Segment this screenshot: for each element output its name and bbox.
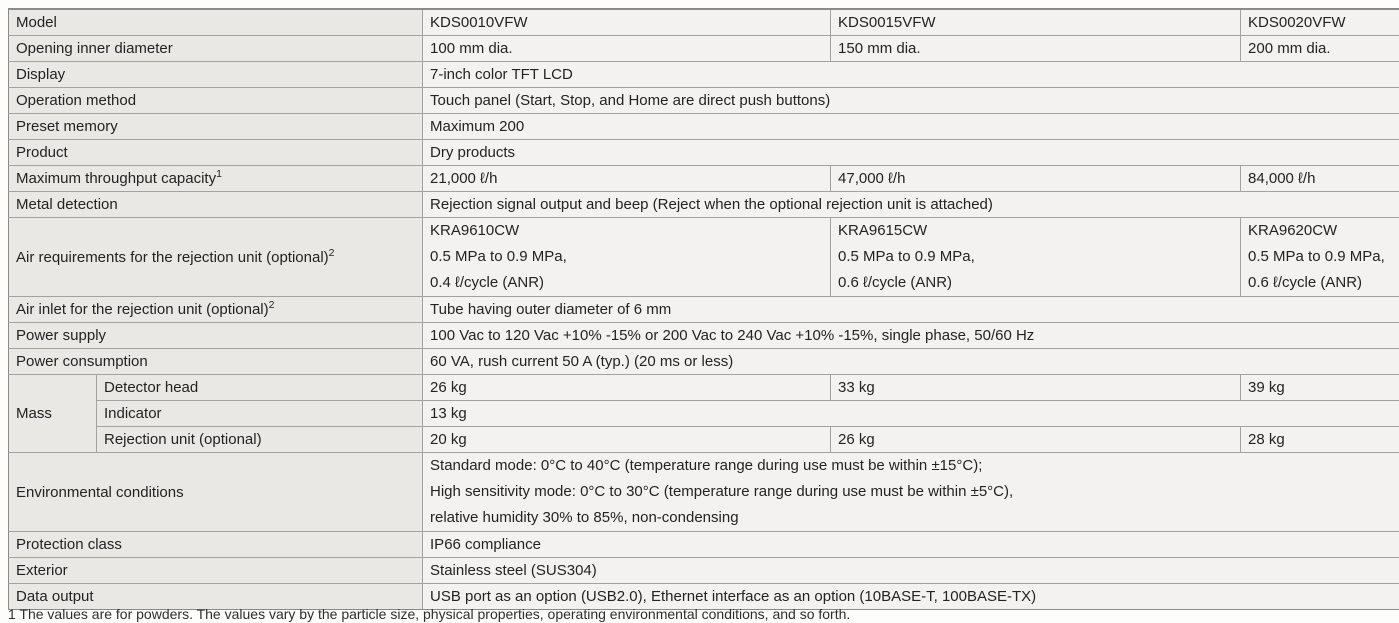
- power-supply-value: 100 Vac to 120 Vac +10% -15% or 200 Vac to 240 Vac +10% -15%, single phase, 50/60 Hz: [423, 323, 1399, 349]
- opening-value-1: 100 mm dia.: [423, 36, 831, 62]
- mass-rejection-unit-value-3: 28 kg: [1241, 427, 1399, 453]
- row-label-operation-method: Operation method: [9, 88, 423, 114]
- row-label-metal-detection: Metal detection: [9, 192, 423, 218]
- spec-row-power-supply: [9, 323, 1399, 349]
- environmental-conditions-value: [423, 453, 1399, 532]
- mass-rejection-unit-value-2: 26 kg: [831, 427, 1241, 453]
- spec-row-environmental-conditions: [9, 453, 1399, 532]
- mass-indicator-value: 13 kg: [423, 401, 1399, 427]
- spec-row-mass-indicator: [9, 401, 1399, 427]
- operation-method-value: Touch panel (Start, Stop, and Home are direct push buttons): [423, 88, 1399, 114]
- throughput-value-3: 84,000 ℓ/h: [1241, 166, 1399, 192]
- environment-line-high-sensitivity-mode: High sensitivity mode: 0°C to 30°C (temperature range during use must be within ±5°C),: [430, 479, 1393, 505]
- row-label-protection-class: Protection class: [9, 532, 423, 558]
- air-requirements-value-2: [831, 218, 1241, 297]
- row-label-model: Model: [9, 9, 423, 36]
- row-label-display: Display: [9, 62, 423, 88]
- air-inlet-label-text: Air inlet for the rejection unit (optional): [16, 301, 269, 318]
- air-requirements-label-text: Air requirements for the rejection unit (optional): [16, 249, 329, 266]
- air-req-1-model: KRA9610CW: [430, 218, 823, 244]
- model-value-2: KDS0015VFW: [831, 9, 1241, 36]
- footnote-marker-2: 2: [329, 247, 335, 259]
- air-req-2-pressure: 0.5 MPa to 0.9 MPa,: [838, 244, 1233, 270]
- air-req-3-consumption: 0.6 ℓ/cycle (ANR): [1248, 270, 1393, 296]
- product-value: Dry products: [423, 140, 1399, 166]
- spec-row-protection-class: [9, 532, 1399, 558]
- spec-row-power-consumption: [9, 349, 1399, 375]
- mass-detector-head-value-2: 33 kg: [831, 375, 1241, 401]
- air-req-2-model: KRA9615CW: [838, 218, 1233, 244]
- row-label-power-supply: Power supply: [9, 323, 423, 349]
- opening-value-2: 150 mm dia.: [831, 36, 1241, 62]
- specification-table-container: [8, 8, 1399, 610]
- specification-table: [8, 8, 1399, 610]
- spec-row-model: [9, 9, 1399, 36]
- row-label-exterior: Exterior: [9, 558, 423, 584]
- air-req-2-consumption: 0.6 ℓ/cycle (ANR): [838, 270, 1233, 296]
- row-label-throughput-capacity: [9, 166, 423, 192]
- row-sublabel-detector-head: Detector head: [97, 375, 423, 401]
- spec-row-throughput-capacity: [9, 166, 1399, 192]
- spec-row-opening-diameter: [9, 36, 1399, 62]
- protection-class-value: IP66 compliance: [423, 532, 1399, 558]
- model-value-3: KDS0020VFW: [1241, 9, 1399, 36]
- spec-row-air-inlet: [9, 297, 1399, 323]
- spec-row-operation-method: [9, 88, 1399, 114]
- environment-line-standard-mode: Standard mode: 0°C to 40°C (temperature range during use must be within ±15°C);: [430, 453, 1393, 479]
- row-label-product: Product: [9, 140, 423, 166]
- mass-rejection-unit-value-1: 20 kg: [423, 427, 831, 453]
- table-footnote-1: 1 The values are for powders. The values vary by the particle size, physical properties, operating environmental conditions, and so forth.: [8, 605, 850, 623]
- mass-detector-head-value-3: 39 kg: [1241, 375, 1399, 401]
- row-label-air-inlet: [9, 297, 423, 323]
- row-label-environmental-conditions: Environmental conditions: [9, 453, 423, 532]
- throughput-label-text: Maximum throughput capacity: [16, 170, 216, 187]
- spec-row-metal-detection: [9, 192, 1399, 218]
- spec-row-exterior: [9, 558, 1399, 584]
- row-label-data-output: Data output: [9, 584, 423, 610]
- model-value-1: KDS0010VFW: [423, 9, 831, 36]
- metal-detection-value: Rejection signal output and beep (Reject when the optional rejection unit is attached): [423, 192, 1399, 218]
- preset-memory-value: Maximum 200: [423, 114, 1399, 140]
- environment-line-humidity: relative humidity 30% to 85%, non-condensing: [430, 505, 1393, 531]
- spec-row-product: [9, 140, 1399, 166]
- row-sublabel-indicator: Indicator: [97, 401, 423, 427]
- row-label-air-requirements: [9, 218, 423, 297]
- air-requirements-value-1: [423, 218, 831, 297]
- spec-row-air-requirements: [9, 218, 1399, 297]
- row-label-mass: Mass: [9, 375, 97, 453]
- display-value: 7-inch color TFT LCD: [423, 62, 1399, 88]
- spec-row-display: [9, 62, 1399, 88]
- spec-row-mass-detector-head: [9, 375, 1399, 401]
- row-sublabel-rejection-unit: Rejection unit (optional): [97, 427, 423, 453]
- data-output-value: USB port as an option (USB2.0), Ethernet interface as an option (10BASE-T, 100BASE-TX): [423, 584, 1399, 610]
- mass-detector-head-value-1: 26 kg: [423, 375, 831, 401]
- air-req-3-model: KRA9620CW: [1248, 218, 1393, 244]
- power-consumption-value: 60 VA, rush current 50 A (typ.) (20 ms or less): [423, 349, 1399, 375]
- throughput-value-1: 21,000 ℓ/h: [423, 166, 831, 192]
- air-req-3-pressure: 0.5 MPa to 0.9 MPa,: [1248, 244, 1393, 270]
- opening-value-3: 200 mm dia.: [1241, 36, 1399, 62]
- row-label-preset-memory: Preset memory: [9, 114, 423, 140]
- air-req-1-pressure: 0.5 MPa to 0.9 MPa,: [430, 244, 823, 270]
- air-req-1-consumption: 0.4 ℓ/cycle (ANR): [430, 270, 823, 296]
- row-label-opening-diameter: Opening inner diameter: [9, 36, 423, 62]
- spec-row-preset-memory: [9, 114, 1399, 140]
- spec-row-mass-rejection-unit: [9, 427, 1399, 453]
- air-inlet-value: Tube having outer diameter of 6 mm: [423, 297, 1399, 323]
- exterior-value: Stainless steel (SUS304): [423, 558, 1399, 584]
- throughput-value-2: 47,000 ℓ/h: [831, 166, 1241, 192]
- row-label-power-consumption: Power consumption: [9, 349, 423, 375]
- air-requirements-value-3: [1241, 218, 1399, 297]
- footnote-marker-2b: 2: [269, 299, 275, 311]
- footnote-marker-1: 1: [216, 168, 222, 180]
